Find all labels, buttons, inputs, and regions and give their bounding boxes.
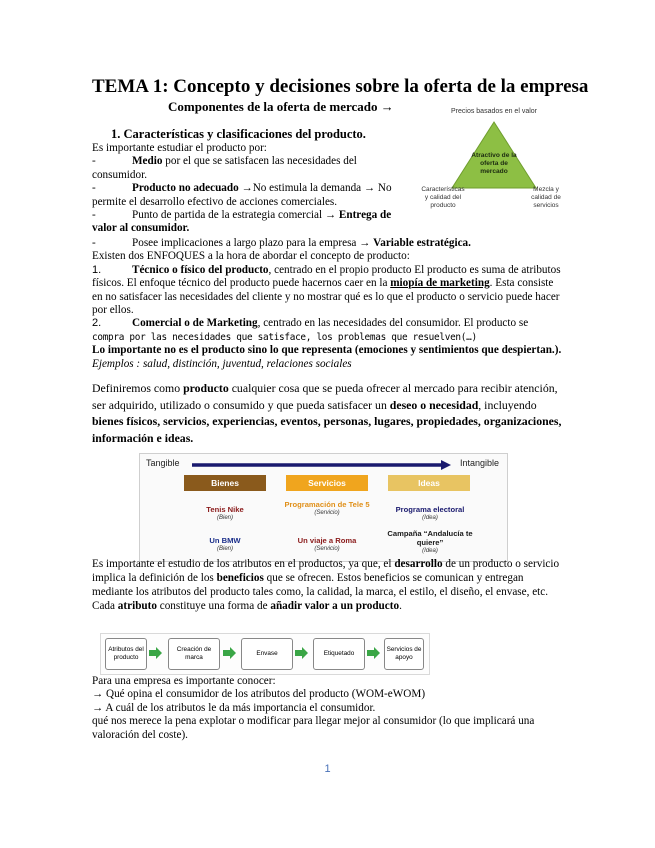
page-number: 1 xyxy=(324,763,331,775)
enfoque-2: 2. Comercial o de Marketing, centrado en las necesidades del consumidor. El producto se compra por las necesidades que satisface, los problemas que resuelven(…) xyxy=(92,317,529,343)
process-step: Envase xyxy=(241,638,293,670)
arrow-right-icon xyxy=(223,647,236,659)
attributes-block: Es importante el estudio de los atributos en el productos, ya que, el desarrollo de un producto o servicio implica la definición de los beneficios que se ofrecen. Estos beneficios se comunican y entregan mediante los atributos del producto tales como, la calidad, la marca, el estilo, el diseño, el envase, etc. Cada atributo constituye una forma de añadir valor a un producto. xyxy=(92,558,564,614)
enfoques-intro: Existen dos ENFOQUES a la hora de abordar el concepto de producto: xyxy=(92,250,410,263)
important-note: Lo importante no es el producto sino lo que representa (emociones y sentimientos que despiertan.). Ejemplos : salud, distinción, juventud, relaciones sociales xyxy=(92,344,562,370)
intangible-label: Intangible xyxy=(459,458,499,468)
conocer-block xyxy=(92,675,564,742)
example-item: Un BMW (Bien) xyxy=(209,536,241,552)
arrow-right-icon xyxy=(149,647,162,659)
intro-text: Es importante estudiar el producto por: xyxy=(92,142,267,154)
intro-block xyxy=(92,142,412,236)
category-ideas: Ideas xyxy=(388,475,470,491)
body-block xyxy=(92,237,562,371)
pyramid-top-label: Precios basados en el valor xyxy=(451,108,537,115)
attribute-process-diagram xyxy=(100,633,430,675)
bullet-item: - Posee implicaciones a largo plazo para la empresa → Variable estratégica. xyxy=(92,237,471,249)
value-pyramid-diagram xyxy=(420,108,568,216)
tangibility-spectrum-diagram xyxy=(139,453,508,562)
category-servicios: Servicios xyxy=(286,475,368,491)
page-title: TEMA 1: Concepto y decisiones sobre la oferta de la empresa xyxy=(92,76,589,97)
category-bienes: Bienes xyxy=(184,475,266,491)
process-step: Atributos del producto xyxy=(105,638,147,670)
example-item: Programación de Tele 5 (Servicio) xyxy=(284,500,370,516)
process-step: Servicios de apoyo xyxy=(384,638,424,670)
pyramid-left-label: Características y calidad del producto xyxy=(421,186,465,209)
enfoque-1: 1. Técnico o físico del producto, centrado en el propio producto El producto es suma de atributos físicos. El enfoque técnico del producto puede hacernos caer en la miopía de marketing. Esta consiste en no satisfacer las necesidades del cliente y no mostrar qué es lo que el producto o servicio puede hacer por ellos. xyxy=(92,263,561,317)
arrow-right-icon xyxy=(367,647,380,659)
spectrum-arrow-icon xyxy=(192,460,452,470)
page-subtitle: Componentes de la oferta de mercado → xyxy=(168,99,394,114)
example-item: Tenis Nike (Bien) xyxy=(206,505,244,521)
bullet-item: - Producto no adecuado →No estimula la demanda → No permite el desarrollo efectivo de acciones comerciales. xyxy=(92,182,392,208)
pyramid-center-label: Atractivo de la oferta de mercado xyxy=(471,152,517,175)
example-item: Campaña “Andalucía te quiere” (Idea) xyxy=(387,529,473,554)
pyramid-right-label: Mezcla y calidad de servicios xyxy=(531,186,561,209)
bullet-item: - Punto de partida de la estrategia comercial → Entrega de valor al consumidor. xyxy=(92,209,392,235)
process-step: Etiquetado xyxy=(313,638,365,670)
conocer-line: → Qué opina el consumidor de los atributos del producto (WOM-eWOM) xyxy=(92,688,426,701)
example-item: Programa electoral (Idea) xyxy=(395,505,465,521)
conocer-line: qué nos merece la pena explotar o modificar para llegar mejor al consumidor (lo que implicará una valoración del coste). xyxy=(92,715,535,741)
process-step: Creación de marca xyxy=(168,638,220,670)
cada-atributo: Cada atributo constituye una forma de añadir valor a un producto. xyxy=(92,600,402,613)
conocer-line: → A cuál de los atributos le da más importancia el consumidor. xyxy=(92,701,376,714)
example-item: Un viaje a Roma (Servicio) xyxy=(297,536,357,552)
definition-paragraph: Definiremos como producto cualquier cosa que se pueda ofrecer al mercado para recibir atención, ser adquirido, utilizado o consumido y que pueda satisfacer un deseo o necesidad, incluyendo bienes físicos, servicios, experiencias, eventos, personas, lugares, propiedades, organizaciones, información e ideas. xyxy=(92,381,562,445)
bullet-item: - Medio por el que se satisfacen las necesidades del consumidor. xyxy=(92,155,357,181)
arrow-right-icon xyxy=(295,647,308,659)
conocer-line: Para una empresa es importante conocer: xyxy=(92,675,276,687)
tangible-label: Tangible xyxy=(146,458,180,468)
section-heading: 1. Características y clasificaciones del producto. xyxy=(111,127,366,141)
